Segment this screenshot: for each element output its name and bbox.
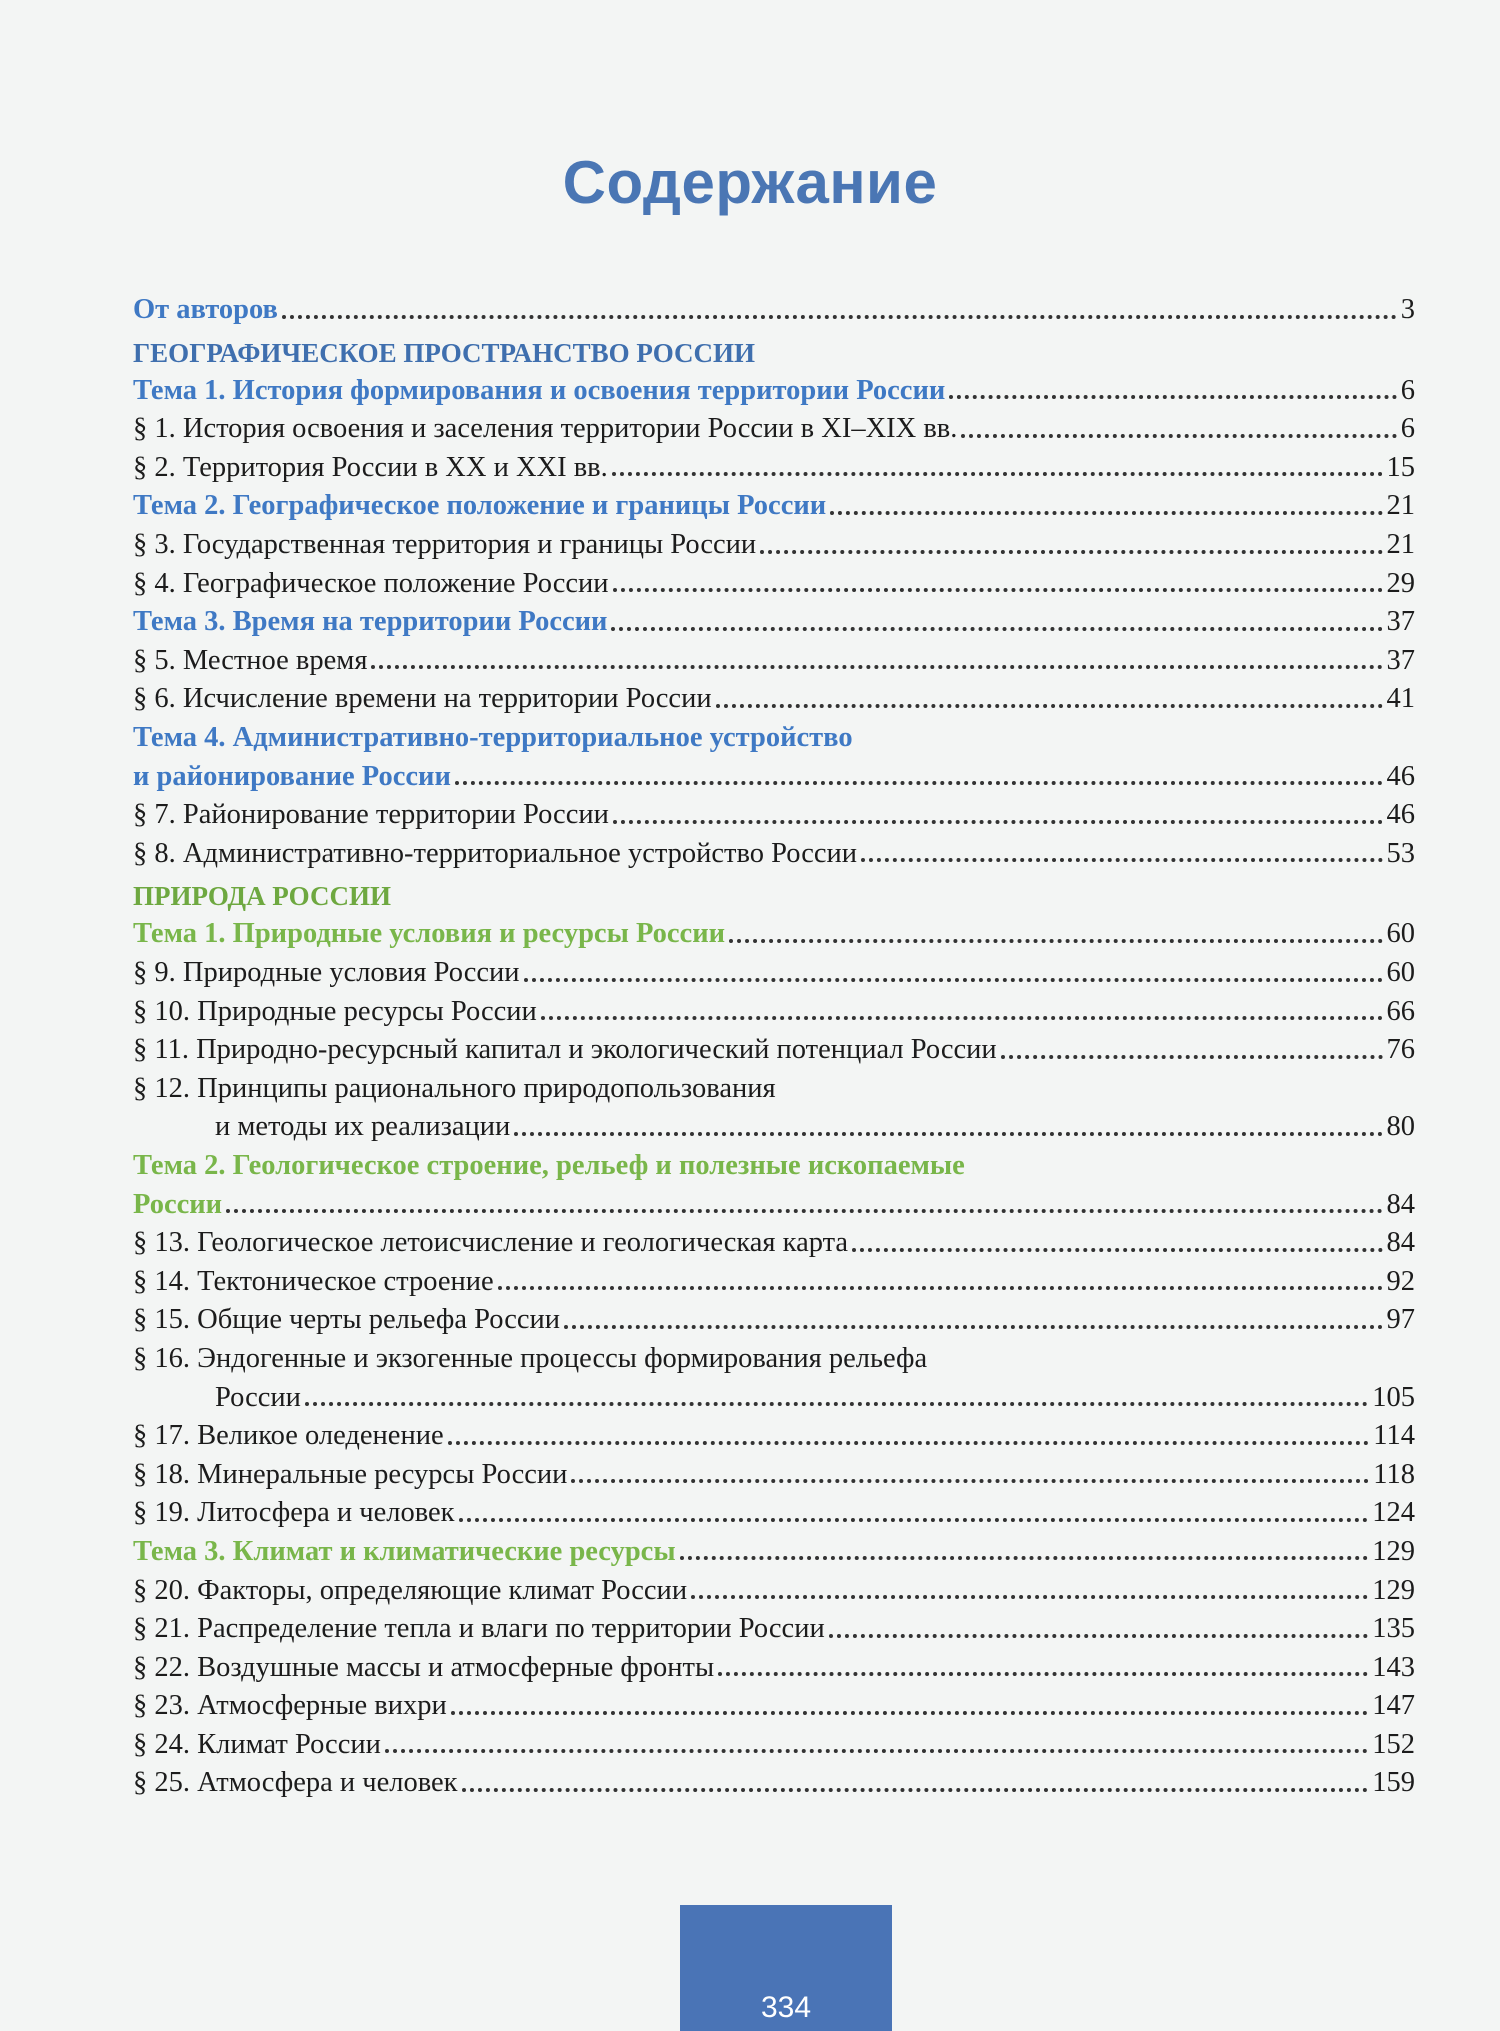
toc-entry-label: Тема 2. Географическое положение и границы России xyxy=(133,490,827,522)
toc-entry-page: 46 xyxy=(1386,799,1415,831)
dot-leader xyxy=(514,1132,1382,1136)
toc-entry[interactable] xyxy=(133,598,1415,637)
toc-entry-page: 118 xyxy=(1373,1458,1415,1490)
toc-entry-page: 152 xyxy=(1372,1728,1415,1760)
toc-entry[interactable] xyxy=(133,791,1415,830)
toc-entry[interactable] xyxy=(133,910,1415,949)
toc-entry-label: § 6. Исчисление времени на территории России xyxy=(133,683,712,715)
toc-entry-page: 114 xyxy=(1373,1420,1415,1452)
toc-entry-label: § 20. Факторы, определяющие климат России xyxy=(133,1574,688,1606)
dot-leader xyxy=(498,1286,1383,1290)
toc-entry[interactable] xyxy=(133,988,1415,1027)
toc-entry[interactable] xyxy=(133,521,1415,560)
toc-entry[interactable] xyxy=(133,1528,1415,1567)
toc-entry-page: 124 xyxy=(1372,1497,1415,1529)
toc-entry[interactable] xyxy=(133,675,1415,714)
toc-entry[interactable] xyxy=(133,874,1415,910)
toc-entry-page: 37 xyxy=(1386,606,1415,638)
toc-entry[interactable] xyxy=(133,1682,1415,1721)
toc-entry-page: 76 xyxy=(1386,1034,1415,1066)
toc-entry-label: России xyxy=(133,1188,223,1220)
toc-entry[interactable] xyxy=(133,331,1415,367)
toc-entry-page: 53 xyxy=(1386,837,1415,869)
toc-entry-label: § 8. Административно-территориальное устройство России xyxy=(133,837,858,869)
dot-leader xyxy=(385,1749,1368,1753)
toc-entry-label: § 9. Природные условия России xyxy=(133,957,520,988)
toc-entry-page: 60 xyxy=(1386,918,1415,950)
toc-entry-label: § 15. Общие черты рельефа России xyxy=(133,1304,561,1336)
dot-leader xyxy=(830,511,1382,515)
toc-entry[interactable] xyxy=(133,482,1415,521)
toc-entry-label: ГЕОГРАФИЧЕСКОЕ ПРОСТРАНСТВО РОССИИ xyxy=(133,337,756,368)
toc-entry[interactable] xyxy=(133,1566,1415,1605)
toc-entry-label: § 4. Географическое положение России xyxy=(133,567,609,599)
table-of-contents xyxy=(133,286,1415,1798)
toc-entry-page: 66 xyxy=(1386,995,1415,1027)
toc-entry[interactable] xyxy=(133,1644,1415,1683)
toc-entry-page: 129 xyxy=(1372,1535,1415,1567)
toc-entry-page: 97 xyxy=(1386,1304,1415,1336)
dot-leader xyxy=(729,939,1382,943)
toc-entry-page: 159 xyxy=(1372,1767,1415,1799)
toc-entry[interactable] xyxy=(133,1219,1415,1258)
toc-entry-page: 37 xyxy=(1386,644,1415,676)
dot-leader xyxy=(611,627,1382,631)
toc-entry[interactable] xyxy=(133,286,1415,325)
dot-leader xyxy=(613,820,1383,824)
toc-entry-page: 6 xyxy=(1400,374,1415,406)
toc-entry-label: § 25. Атмосфера и человек xyxy=(133,1767,458,1799)
toc-entry-page: 29 xyxy=(1386,567,1415,599)
toc-entry-label: и районирование России xyxy=(133,760,451,792)
toc-entry[interactable] xyxy=(133,1180,1415,1219)
toc-entry-label: России xyxy=(215,1381,301,1413)
toc-entry-label: § 21. Распределение тепла и влаги по территории России xyxy=(133,1613,825,1645)
toc-entry-page: 3 xyxy=(1400,294,1415,326)
toc-entry[interactable] xyxy=(133,1103,1415,1142)
toc-entry-label: § 13. Геологическое летоисчисление и геологическая карта xyxy=(133,1227,849,1259)
toc-entry[interactable] xyxy=(133,1258,1415,1297)
toc-entry-page: 143 xyxy=(1372,1651,1415,1683)
toc-entry[interactable] xyxy=(133,1721,1415,1760)
toc-entry-page: 6 xyxy=(1400,413,1415,445)
toc-entry[interactable] xyxy=(133,1605,1415,1644)
dot-leader xyxy=(612,472,1383,476)
toc-entry-page: 21 xyxy=(1386,529,1415,561)
toc-entry[interactable] xyxy=(133,1296,1415,1335)
toc-entry-label: ПРИРОДА РОССИИ xyxy=(133,881,391,912)
dot-leader xyxy=(613,588,1383,592)
toc-entry-label: Тема 2. Геологическое строение, рельеф и полезные ископаемые xyxy=(133,1149,965,1181)
toc-entry-label: § 18. Минеральные ресурсы России xyxy=(133,1458,568,1490)
dot-leader xyxy=(541,1016,1383,1020)
toc-entry-page: 105 xyxy=(1372,1381,1415,1413)
toc-entry-label: Тема 3. Климат и климатические ресурсы xyxy=(133,1535,676,1567)
toc-entry[interactable] xyxy=(133,1451,1415,1490)
toc-entry-label: Тема 1. История формирования и освоения территории России xyxy=(133,374,946,406)
dot-leader xyxy=(571,1479,1369,1483)
toc-entry-label: От авторов xyxy=(133,294,278,326)
toc-entry-page: 60 xyxy=(1386,957,1415,988)
toc-entry-page: 41 xyxy=(1386,683,1415,715)
page-title: Содержание xyxy=(562,149,938,216)
toc-entry-label: Тема 1. Природные условия и ресурсы России xyxy=(133,918,726,950)
toc-entry[interactable] xyxy=(133,1026,1415,1065)
toc-entry-label: и методы их реализации xyxy=(215,1111,511,1143)
toc-entry-label: § 19. Литосфера и человек xyxy=(133,1497,455,1529)
dot-leader xyxy=(524,978,1383,982)
dot-leader xyxy=(718,1672,1368,1676)
toc-entry[interactable] xyxy=(133,714,1415,753)
dot-leader xyxy=(949,395,1396,399)
toc-entry[interactable] xyxy=(133,637,1415,676)
toc-entry-page: 46 xyxy=(1386,760,1415,792)
toc-entry[interactable] xyxy=(133,1489,1415,1528)
toc-entry[interactable] xyxy=(133,1759,1415,1798)
dot-leader xyxy=(1001,1055,1383,1059)
toc-entry-label: § 17. Великое оледенение xyxy=(133,1420,444,1452)
page-number: 334 xyxy=(760,1991,812,2024)
toc-entry-label: § 23. Атмосферные вихри xyxy=(133,1690,447,1722)
toc-entry-page: 80 xyxy=(1386,1111,1415,1143)
dot-leader xyxy=(451,1711,1369,1715)
toc-entry-label: Тема 4. Административно-территориальное устройство xyxy=(133,722,853,754)
dot-leader xyxy=(829,1634,1369,1638)
toc-entry-page: 147 xyxy=(1372,1690,1415,1722)
toc-entry-page: 129 xyxy=(1372,1574,1415,1606)
toc-entry-label: § 5. Местное время xyxy=(133,644,368,676)
page-number-tab xyxy=(680,1905,892,2031)
dot-leader xyxy=(691,1595,1368,1599)
toc-entry-page: 135 xyxy=(1372,1613,1415,1645)
dot-leader xyxy=(861,858,1382,862)
dot-leader xyxy=(305,1402,1368,1406)
dot-leader xyxy=(455,781,1383,785)
toc-entry[interactable] xyxy=(133,560,1415,599)
toc-entry-label: § 2. Территория России в XX и XXI вв. xyxy=(133,451,608,483)
toc-entry[interactable] xyxy=(133,1065,1415,1104)
toc-entry-label: § 24. Климат России xyxy=(133,1728,381,1760)
toc-entry-page: 84 xyxy=(1386,1188,1415,1220)
toc-entry-label: § 14. Тектоническое строение xyxy=(133,1265,494,1297)
toc-entry-label: § 7. Районирование территории России xyxy=(133,799,609,831)
toc-entry-label: § 16. Эндогенные и экзогенные процессы формирования рельефа xyxy=(133,1342,928,1374)
toc-entry[interactable] xyxy=(133,444,1415,483)
toc-entry-label: § 12. Принципы рационального природопользования xyxy=(133,1072,776,1104)
toc-entry-page: 15 xyxy=(1386,451,1415,483)
dot-leader xyxy=(716,704,1383,708)
dot-leader xyxy=(760,550,1382,554)
toc-entry-page: 92 xyxy=(1386,1265,1415,1297)
dot-leader xyxy=(371,665,1382,669)
dot-leader xyxy=(462,1788,1369,1792)
toc-entry-label: § 3. Государственная территория и границы России xyxy=(133,529,757,561)
toc-entry[interactable] xyxy=(133,753,1415,792)
toc-entry[interactable] xyxy=(133,1373,1415,1412)
toc-entry-label: § 11. Природно-ресурсный капитал и экологический потенциал России xyxy=(133,1034,997,1066)
toc-entry-label: Тема 3. Время на территории России xyxy=(133,606,608,638)
dot-leader xyxy=(852,1248,1382,1252)
dot-leader xyxy=(680,1556,1369,1560)
dot-leader xyxy=(226,1209,1382,1213)
toc-entry[interactable] xyxy=(133,1412,1415,1451)
toc-entry[interactable] xyxy=(133,367,1415,406)
toc-entry[interactable] xyxy=(133,1142,1415,1181)
dot-leader xyxy=(282,315,1397,319)
toc-entry[interactable] xyxy=(133,405,1415,444)
dot-leader xyxy=(448,1441,1370,1445)
toc-entry-page: 84 xyxy=(1386,1227,1415,1259)
toc-entry[interactable] xyxy=(133,949,1415,988)
toc-entry-label: § 22. Воздушные массы и атмосферные фронты xyxy=(133,1651,715,1683)
toc-entry-label: § 1. История освоения и заселения территории России в XI–XIX вв. xyxy=(133,413,958,445)
toc-entry-label: § 10. Природные ресурсы России xyxy=(133,995,537,1027)
dot-leader xyxy=(564,1325,1382,1329)
toc-entry[interactable] xyxy=(133,830,1415,869)
dot-leader xyxy=(459,1518,1369,1522)
toc-entry-page: 21 xyxy=(1386,490,1415,522)
toc-entry[interactable] xyxy=(133,1335,1415,1374)
dot-leader xyxy=(961,434,1396,438)
